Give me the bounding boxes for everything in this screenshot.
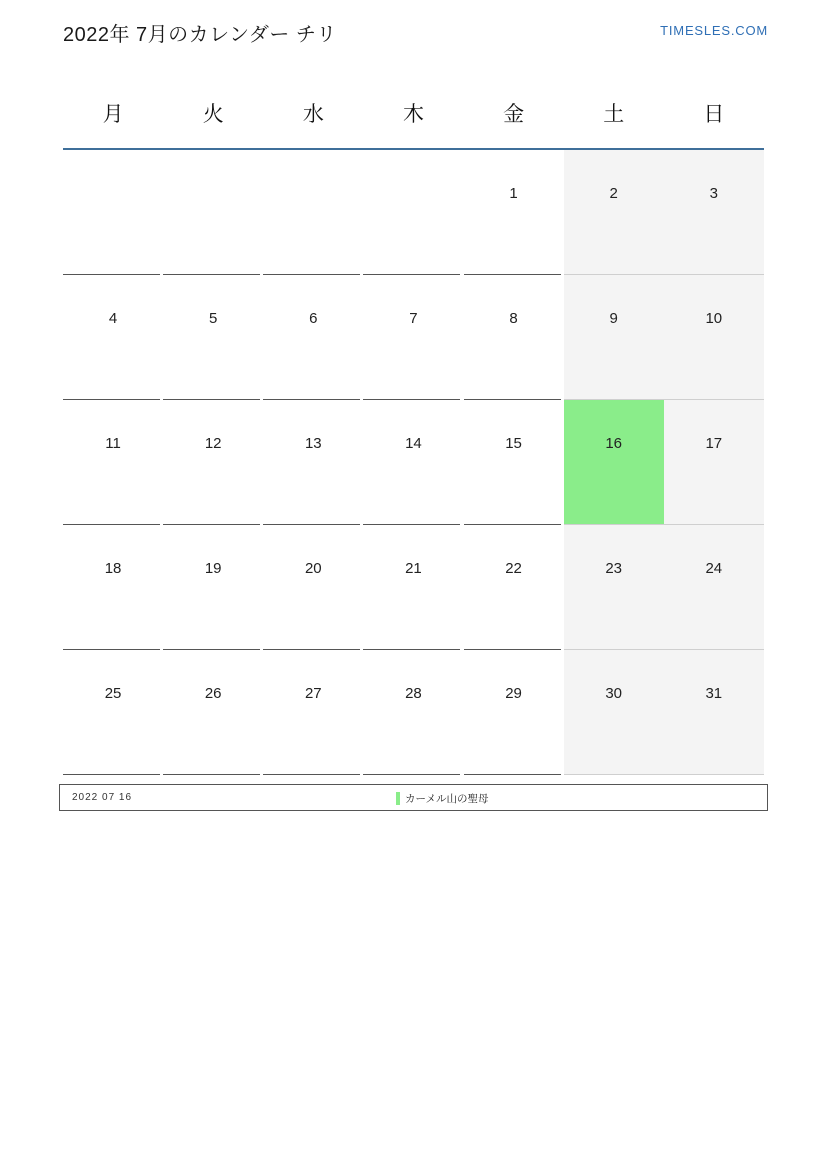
day-cell[interactable] bbox=[163, 150, 263, 275]
day-number: 29 bbox=[505, 685, 522, 702]
day-number: 24 bbox=[705, 560, 723, 577]
weekday-thu: 木 bbox=[402, 103, 424, 126]
day-number: 8 bbox=[509, 310, 518, 327]
day-cell[interactable] bbox=[464, 525, 564, 650]
day-cell[interactable] bbox=[664, 400, 764, 525]
legend-holiday-item bbox=[396, 791, 488, 806]
cell-underline bbox=[564, 774, 664, 775]
day-cell[interactable] bbox=[163, 400, 263, 525]
day-number: 3 bbox=[709, 185, 718, 202]
day-cell[interactable] bbox=[63, 275, 163, 400]
day-cell[interactable] bbox=[464, 275, 564, 400]
day-number: 26 bbox=[204, 685, 222, 702]
day-number: 23 bbox=[605, 560, 623, 577]
calendar-week-row bbox=[63, 275, 764, 400]
cell-underline bbox=[263, 774, 360, 775]
day-cell[interactable] bbox=[363, 525, 463, 650]
holiday-color-swatch bbox=[396, 792, 400, 805]
calendar-grid bbox=[63, 78, 764, 775]
day-cell[interactable] bbox=[464, 150, 564, 275]
day-number: 21 bbox=[405, 560, 422, 577]
day-number: 6 bbox=[309, 310, 318, 327]
cell-underline bbox=[363, 774, 460, 775]
day-cell[interactable] bbox=[664, 275, 764, 400]
day-cell[interactable] bbox=[63, 150, 163, 275]
day-number: 1 bbox=[509, 185, 518, 202]
weekday-tue: 火 bbox=[202, 103, 224, 126]
day-number: 31 bbox=[705, 685, 723, 702]
day-cell[interactable] bbox=[664, 150, 764, 275]
day-number: 12 bbox=[204, 435, 222, 452]
day-number: 17 bbox=[705, 435, 723, 452]
day-cell[interactable] bbox=[163, 650, 263, 775]
day-cell[interactable] bbox=[263, 150, 363, 275]
day-number: 10 bbox=[705, 310, 723, 327]
page-title: 2022年 7月のカレンダー チリ bbox=[63, 24, 337, 46]
weekday-sun: 日 bbox=[703, 103, 725, 126]
day-cell[interactable] bbox=[63, 650, 163, 775]
day-cell[interactable] bbox=[163, 275, 263, 400]
weekday-sat: 土 bbox=[603, 103, 625, 126]
day-cell[interactable] bbox=[363, 275, 463, 400]
day-number: 15 bbox=[505, 435, 522, 452]
weekday-fri: 金 bbox=[503, 103, 525, 126]
day-cell[interactable] bbox=[63, 525, 163, 650]
cell-underline bbox=[163, 774, 260, 775]
day-number: 2 bbox=[609, 185, 618, 202]
day-number: 25 bbox=[104, 685, 122, 702]
day-cell[interactable] bbox=[263, 275, 363, 400]
day-number: 27 bbox=[304, 685, 322, 702]
day-cell-today[interactable] bbox=[564, 400, 664, 525]
day-number: 9 bbox=[609, 310, 618, 327]
legend-bar bbox=[59, 784, 768, 811]
day-cell[interactable] bbox=[263, 650, 363, 775]
day-cell[interactable] bbox=[564, 150, 664, 275]
day-cell[interactable] bbox=[564, 275, 664, 400]
weekday-header-row bbox=[63, 78, 764, 148]
day-number: 22 bbox=[505, 560, 522, 577]
page-header bbox=[63, 18, 768, 48]
day-cell[interactable] bbox=[363, 150, 463, 275]
day-number: 20 bbox=[304, 560, 322, 577]
day-cell[interactable] bbox=[363, 400, 463, 525]
weekday-wed: 水 bbox=[302, 103, 324, 126]
site-brand[interactable]: TIMESLES.COM bbox=[660, 23, 768, 38]
day-number: 30 bbox=[605, 685, 623, 702]
day-number: 13 bbox=[304, 435, 322, 452]
calendar-week-row bbox=[63, 650, 764, 775]
day-cell[interactable] bbox=[664, 650, 764, 775]
day-cell[interactable] bbox=[664, 525, 764, 650]
calendar-week-row bbox=[63, 525, 764, 650]
day-number: 28 bbox=[405, 685, 422, 702]
day-cell[interactable] bbox=[564, 650, 664, 775]
cell-underline bbox=[664, 774, 764, 775]
day-number: 16 bbox=[605, 435, 623, 452]
weekday-mon: 月 bbox=[102, 103, 124, 126]
cell-underline bbox=[63, 774, 160, 775]
day-cell[interactable] bbox=[263, 400, 363, 525]
day-cell[interactable] bbox=[464, 650, 564, 775]
legend-date: 2022 07 16 bbox=[72, 792, 133, 803]
day-cell[interactable] bbox=[63, 400, 163, 525]
day-number: 19 bbox=[204, 560, 222, 577]
calendar-week-row bbox=[63, 400, 764, 525]
day-cell[interactable] bbox=[363, 650, 463, 775]
legend-holiday-label: カーメル山の聖母 bbox=[405, 793, 489, 805]
cell-underline bbox=[464, 774, 561, 775]
day-cell[interactable] bbox=[263, 525, 363, 650]
day-number: 5 bbox=[209, 310, 218, 327]
day-number: 11 bbox=[105, 435, 121, 452]
day-number: 7 bbox=[409, 310, 418, 327]
day-number: 14 bbox=[405, 435, 422, 452]
day-number: 18 bbox=[104, 560, 122, 577]
day-cell[interactable] bbox=[163, 525, 263, 650]
day-number: 4 bbox=[108, 310, 118, 327]
day-cell[interactable] bbox=[464, 400, 564, 525]
calendar-week-row bbox=[63, 150, 764, 275]
day-cell[interactable] bbox=[564, 525, 664, 650]
